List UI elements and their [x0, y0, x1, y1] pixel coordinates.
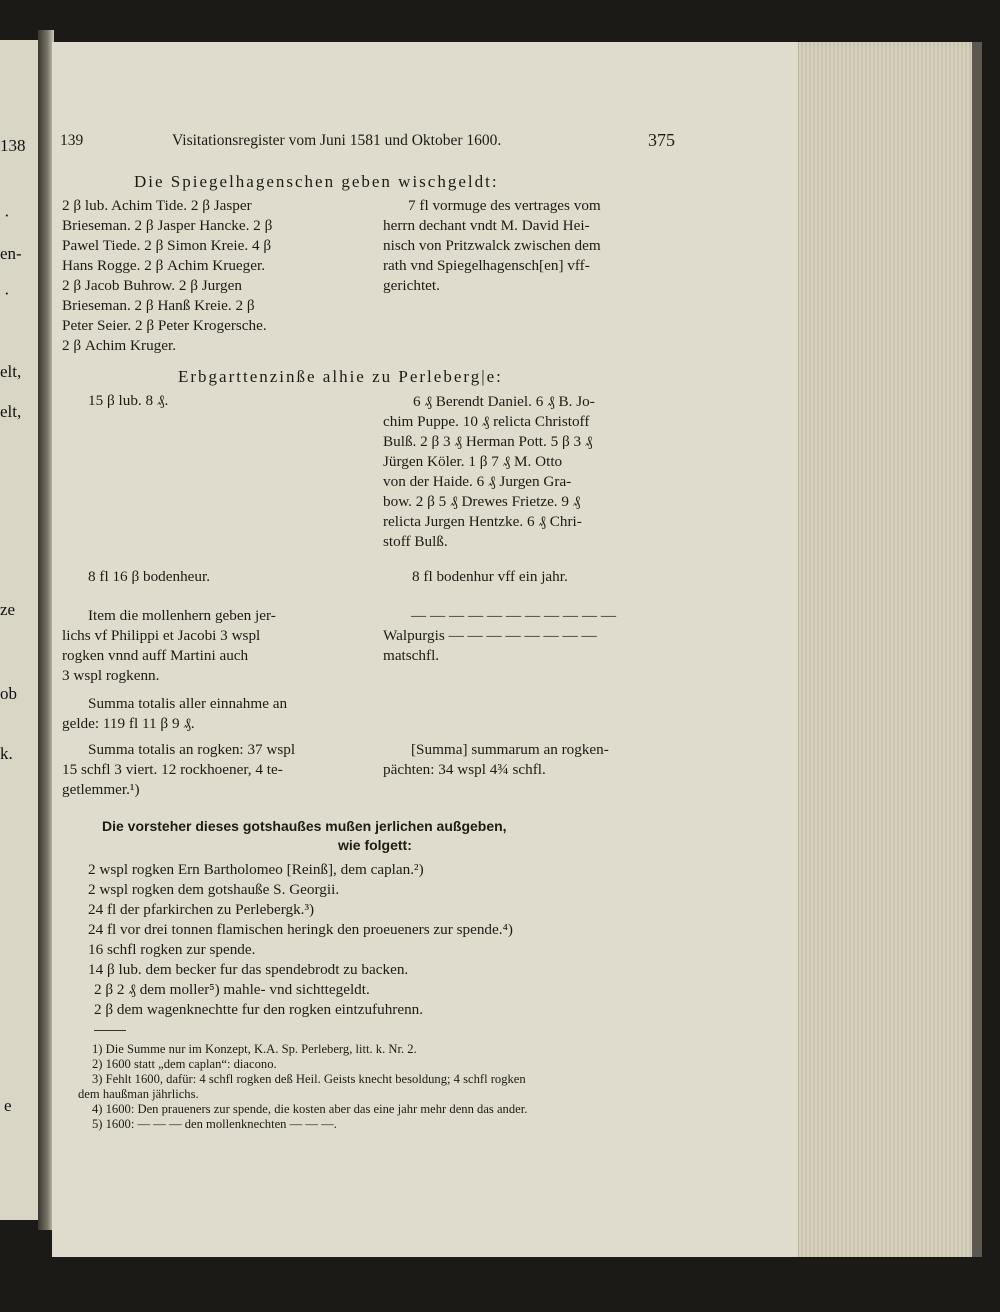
text-line: Brieseman. 2 β Jasper Hancke. 2 β	[62, 217, 273, 234]
footnote-rule	[94, 1030, 126, 1031]
text-line: von der Haide. 6 ₰ Jurgen Gra-	[383, 473, 572, 490]
mollenhern-left-column	[62, 606, 362, 686]
book-binding	[972, 42, 982, 1257]
list-item: 2 wspl rogken dem gotshauße S. Georgii.	[88, 881, 340, 898]
footnote: 2) 1600 statt „dem caplan“: diacono.	[92, 1057, 277, 1071]
text-line: getlemmer.¹)	[62, 781, 140, 798]
text-line: 3 wspl rogkenn.	[62, 667, 160, 684]
footnote: 4) 1600: Den praueners zur spende, die kosten aber das eine jahr mehr denn das ander.	[92, 1102, 528, 1116]
text-line: 2 β Achim Kruger.	[62, 337, 177, 354]
text-line: 15 schfl 3 viert. 12 rockhoener, 4 te-	[62, 761, 283, 778]
footnote: 3) Fehlt 1600, dafür: 4 schfl rogken deß Heil. Geists knecht besoldung; 4 schfl rogken	[92, 1072, 526, 1086]
left-page-fragment: k.	[0, 744, 13, 763]
section-heading-erbgarttenzinse: Erbgarttenzinße alhie zu Perleberg|e:	[178, 367, 503, 386]
list-item: 24 fl vor drei tonnen flamischen heringk den proeueners zur spende.⁴)	[88, 921, 513, 938]
text-line: 2 β Jacob Buhrow. 2 β Jurgen	[62, 277, 242, 294]
list-item: 2 wspl rogken Ern Bartholomeo [Reinß], dem caplan.²)	[88, 861, 424, 878]
summa-gelde	[62, 694, 362, 734]
list-item: 14 β lub. dem becker fur das spendebrodt zu backen.	[88, 961, 409, 978]
text-line: herrn dechant vndt M. David Hei-	[383, 217, 590, 234]
page-number: 375	[648, 130, 675, 150]
text-line: Summa totalis aller einnahme an	[88, 695, 288, 712]
text-line: Walpurgis — — — — — — — —	[383, 627, 597, 644]
left-page-number: 138	[0, 136, 26, 155]
text-line: chim Puppe. 10 ₰ relicta Christoff	[383, 413, 590, 430]
text-line: nisch von Pritzwalck zwischen dem	[383, 237, 601, 254]
ausgaben-list	[88, 860, 708, 1020]
section-heading-vorsteher-line2: wie folgett:	[338, 837, 412, 853]
list-item: 2 β 2 ₰ dem moller⁵) mahle- vnd sichttegeldt.	[94, 981, 370, 998]
text-line: Summa totalis an rogken: 37 wspl	[88, 741, 296, 758]
footnote-continuation: dem haußman jährlichs.	[78, 1087, 199, 1101]
text-line: 2 β lub. Achim Tide. 2 β Jasper	[62, 197, 252, 214]
erbgarttenzinse-left-sum: 15 β lub. 8 ₰.	[88, 392, 169, 409]
bodenheur-right: 8 fl bodenhur vff ein jahr.	[412, 568, 568, 585]
text-line: stoff Bulß.	[383, 533, 448, 550]
text-line: rogken vnnd auff Martini auch	[62, 647, 249, 664]
wischgeldt-left-column	[62, 196, 357, 356]
text-line: Pawel Tiede. 2 β Simon Kreie. 4 β	[62, 237, 272, 254]
text-line: Brieseman. 2 β Hanß Kreie. 2 β	[62, 297, 255, 314]
text-line: gerichtet.	[383, 277, 440, 294]
text-line: Item die mollenhern geben jer-	[88, 607, 276, 624]
summa-rogken-left-column	[62, 740, 362, 800]
text-line: [Summa] summarum an rogken-	[411, 741, 609, 758]
bodenheur-left: 8 fl 16 β bodenheur.	[88, 568, 211, 585]
left-page-fragment: ze	[0, 600, 16, 619]
page-edges	[798, 42, 975, 1257]
footnote: 1) Die Summe nur im Konzept, K.A. Sp. Perleberg, litt. k. Nr. 2.	[92, 1042, 417, 1056]
wischgeldt-right-column	[383, 196, 683, 296]
text-line: lichs vf Philippi et Jacobi 3 wspl	[62, 627, 261, 644]
list-item: 24 fl der pfarkirchen zu Perlebergk.³)	[88, 901, 315, 918]
text-line: gelde: 119 fl 11 β 9 ₰.	[62, 715, 195, 732]
text-line: Bulß. 2 β 3 ₰ Herman Pott. 5 β 3 ₰	[383, 433, 593, 450]
footnotes	[78, 1042, 708, 1132]
text-line: relicta Jurgen Hentzke. 6 ₰ Chri-	[383, 513, 582, 530]
text-line: Hans Rogge. 2 β Achim Krueger.	[62, 257, 266, 274]
text-line: — — — — — — — — — — —	[411, 607, 617, 624]
running-title: Visitationsregister vom Juni 1581 und Oktober 1600.	[172, 132, 502, 149]
left-page-fragment: en-	[0, 244, 22, 263]
text-line: rath vnd Spiegelhagensch[en] vff-	[383, 257, 590, 274]
header-left-number: 139	[60, 132, 84, 149]
text-line: 6 ₰ Berendt Daniel. 6 ₰ B. Jo-	[413, 393, 595, 410]
list-item: 2 β dem wagenknechtte fur den rogken eintzufuhrenn.	[94, 1001, 424, 1018]
text-line: bow. 2 β 5 ₰ Drewes Frietze. 9 ₰	[383, 493, 581, 510]
text-line: Jürgen Köler. 1 β 7 ₰ M. Otto	[383, 453, 563, 470]
left-page-fragment: ob	[0, 684, 17, 703]
section-heading-wischgeldt: Die Spiegelhagenschen geben wischgeldt:	[134, 172, 499, 191]
mollenhern-right-column	[383, 606, 683, 666]
text-line: Peter Seier. 2 β Peter Krogersche.	[62, 317, 267, 334]
text-line: pächten: 34 wspl 4¾ schfl.	[383, 761, 546, 778]
list-item: 16 schfl rogken zur spende.	[88, 941, 256, 958]
left-page-fragment: ·	[4, 284, 10, 303]
footnote: 5) 1600: — — — den mollenknechten — — —.	[92, 1117, 337, 1131]
left-page-fragment: elt,	[0, 402, 22, 421]
left-page-fragment: ·	[4, 206, 10, 225]
erbgarttenzinse-right-column	[383, 392, 683, 552]
text-line: 7 fl vormuge des vertrages vom	[408, 197, 601, 214]
section-heading-vorsteher: Die vorsteher dieses gotshaußes mußen jerlichen außgeben,	[102, 818, 507, 834]
left-page-fragment: e	[4, 1096, 12, 1115]
summa-rogken-right-column	[383, 740, 693, 780]
left-page-fragment: elt,	[0, 362, 22, 381]
text-line: matschfl.	[383, 647, 440, 664]
